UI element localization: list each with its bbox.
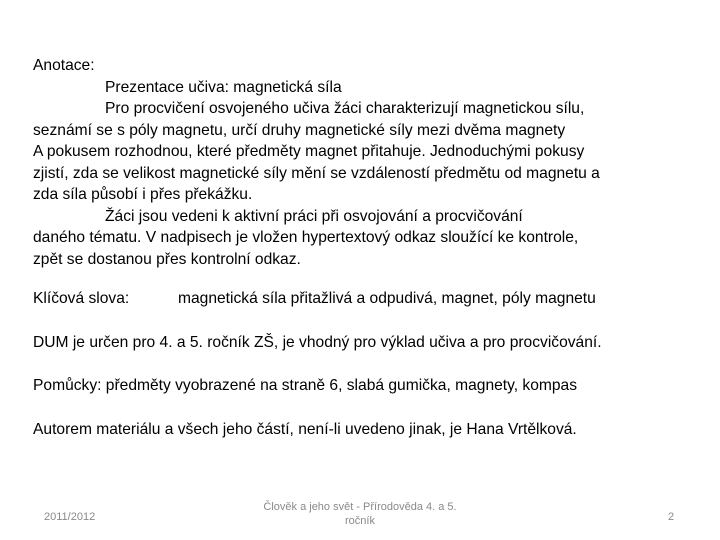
footer-subject-line: ročník xyxy=(345,515,375,527)
footer-year: 2011/2012 xyxy=(44,511,96,523)
slide-content xyxy=(33,55,701,440)
keywords-label: Klíčová slova: xyxy=(33,290,130,307)
keywords-row xyxy=(33,288,701,310)
annotation-heading: Anotace: xyxy=(33,57,95,74)
keywords-value: magnetická síla přitažlivá a odpudivá, magnet, póly magnetu xyxy=(178,290,596,307)
annotation-text-line: daného tématu. V nadpisech je vložen hypertextový odkaz sloužící ke kontrole, xyxy=(33,229,579,246)
annotation-text-line: zda síla působí i přes překážku. xyxy=(33,186,253,203)
annotation-text-line: zpět se dostanou přes kontrolní odkaz. xyxy=(33,250,301,268)
annotation-text-line: seznámí se s póly magnetu, určí druhy magnetické síly mezi dvěma magnety xyxy=(33,121,566,139)
annotation-text-line: Pro procvičení osvojeného učiva žáci charakterizují magnetickou sílu, xyxy=(105,100,585,117)
footer-subject xyxy=(250,500,470,528)
dum-info: DUM je určen pro 4. a 5. ročník ZŠ, je vhodný pro výklad učiva a pro procvičování. xyxy=(33,333,602,351)
pomucky-info: Pomůcky: předměty vyobrazené na straně 6, slabá gumička, magnety, kompas xyxy=(33,377,578,394)
page-number: 2 xyxy=(668,511,675,523)
annotation-topic: Prezentace učiva: magnetická síla xyxy=(105,78,342,96)
author-info: Autorem materiálu a všech jeho částí, není-li uvedeno jinak, je Hana Vrtělková. xyxy=(33,420,577,438)
annotation-text-line: zjistí, zda se velikost magnetické síly mění se vzdáleností předmětu od magnetu a xyxy=(33,164,600,182)
annotation-text-line: Žáci jsou vedeni k aktivní práci při osvojování a procvičování xyxy=(105,207,523,225)
footer-subject-line: Člověk a jeho svět - Přírodověda 4. a 5. xyxy=(263,501,457,513)
annotation-text-line: A pokusem rozhodnou, které předměty magnet přitahuje. Jednoduchými pokusy xyxy=(33,143,585,160)
